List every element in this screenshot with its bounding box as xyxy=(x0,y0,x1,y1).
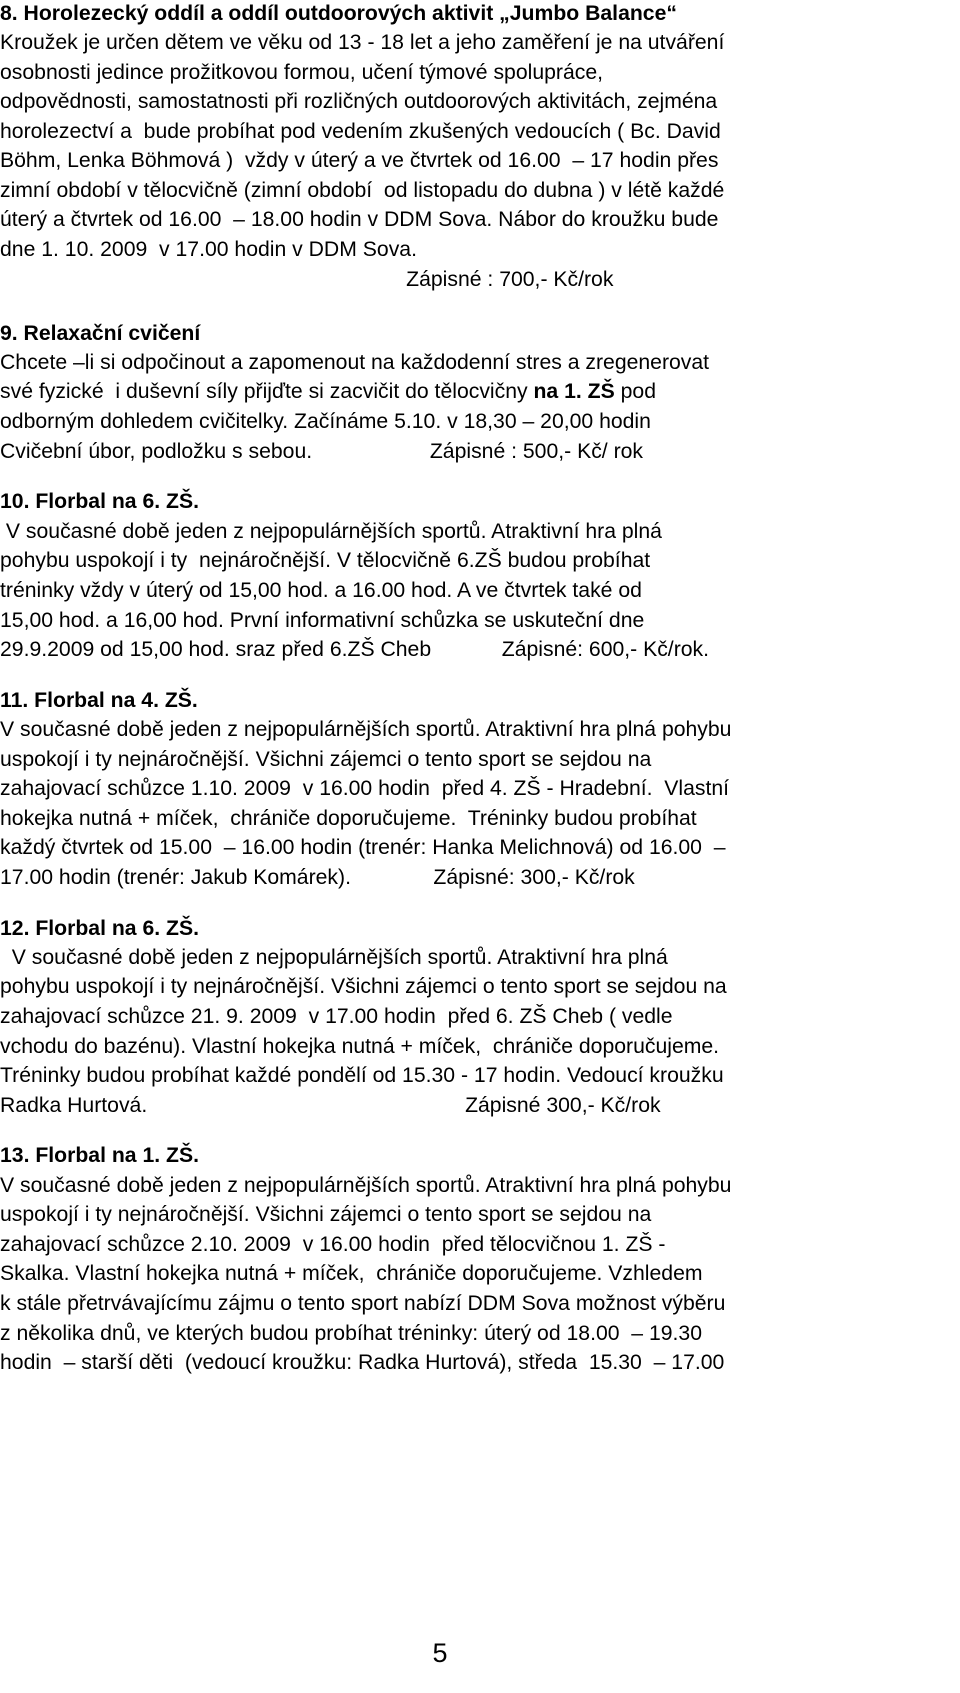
text-line xyxy=(0,178,724,204)
text-line xyxy=(0,1063,724,1089)
text: Zápisné : 700,- Kč/rok xyxy=(0,268,614,291)
text: osobnosti jedince prožitkovou formou, učení týmové spolupráce, xyxy=(0,61,603,84)
text: hokejka nutná + míček, chrániče doporučujeme. Tréninky budou probíhat xyxy=(0,807,697,830)
text-line xyxy=(0,350,709,376)
text: Cvičební úbor, podložku s sebou. Zápisné : 500,- Kč/ rok xyxy=(0,440,644,463)
section-heading xyxy=(0,688,198,714)
text-line xyxy=(0,409,651,435)
bold-text: 8. Horolezecký oddíl a oddíl outdoorových aktivit „Jumbo Balance“ xyxy=(0,2,677,25)
text-line xyxy=(0,1321,702,1347)
text: dne 1. 10. 2009 v 17.00 hodin v DDM Sova. xyxy=(0,238,417,261)
text-line xyxy=(0,945,668,971)
text-line xyxy=(0,1004,673,1030)
text: 17.00 hodin (trenér: Jakub Komárek). Zápisné: 300,- Kč/rok xyxy=(0,866,635,889)
page-number: 5 xyxy=(432,1638,448,1668)
bold-text: 9. Relaxační cvičení xyxy=(0,322,201,345)
text: zahajovací schůzce 21. 9. 2009 v 17.00 hodin před 6. ZŠ Cheb ( vedle xyxy=(0,1005,673,1028)
section-heading xyxy=(0,1,677,27)
text-line xyxy=(0,1291,725,1317)
text: pod xyxy=(614,380,656,403)
text-line xyxy=(0,865,635,891)
text: odpovědnosti, samostatnosti při rozličných outdoorových aktivitách, zejména xyxy=(0,90,718,113)
text: V současné době jeden z nejpopulárnějších sportů. Atraktivní hra plná xyxy=(0,946,668,969)
text: Kroužek je určen dětem ve věku od 13 - 18 let a jeho zaměření je na utváření xyxy=(0,31,725,54)
bold-text: 13. Florbal na 1. ZŠ. xyxy=(0,1144,199,1167)
text-line xyxy=(0,379,656,405)
text-line xyxy=(0,1173,731,1199)
text-line xyxy=(0,207,718,233)
text-line xyxy=(0,1232,665,1258)
text-line xyxy=(0,1350,724,1376)
text-line xyxy=(0,60,603,86)
text-line xyxy=(0,637,709,663)
text: zahajovací schůzce 2.10. 2009 v 16.00 hodin před tělocvičnou 1. ZŠ - xyxy=(0,1233,666,1256)
section-heading xyxy=(0,489,199,515)
bold-text: 10. Florbal na 6. ZŠ. xyxy=(0,490,199,513)
text: 29.9.2009 od 15,00 hod. sraz před 6.ZŠ Cheb Zápisné: 600,- Kč/rok. xyxy=(0,638,710,661)
text: k stále přetrvávajícímu zájmu o tento sport nabízí DDM Sova možnost výběru xyxy=(0,1292,726,1315)
text-line xyxy=(0,1034,719,1060)
text-line xyxy=(0,30,724,56)
text-line xyxy=(0,608,644,634)
text: Böhm, Lenka Böhmová ) vždy v úterý a ve čtvrtek od 16.00 – 17 hodin přes xyxy=(0,149,719,172)
text-line xyxy=(0,237,417,263)
text-line xyxy=(0,835,726,861)
section-heading xyxy=(0,1143,199,1169)
text-line xyxy=(0,519,662,545)
text: V současné době jeden z nejpopulárnějších sportů. Atraktivní hra plná xyxy=(0,520,662,543)
text: úterý a čtvrtek od 16.00 – 18.00 hodin v DDM Sova. Nábor do kroužku bude xyxy=(0,208,719,231)
text-line xyxy=(0,1202,651,1228)
section-heading xyxy=(0,321,200,347)
text: uspokojí i ty nejnáročnější. Všichni zájemci o tento sport se sejdou na xyxy=(0,748,652,771)
text-line xyxy=(0,1093,661,1119)
text: V současné době jeden z nejpopulárnějších sportů. Atraktivní hra plná pohybu xyxy=(0,1174,732,1197)
text: Radka Hurtová. Zápisné 300,- Kč/rok xyxy=(0,1094,661,1117)
section-heading xyxy=(0,916,199,942)
text: zahajovací schůzce 1.10. 2009 v 16.00 hodin před 4. ZŠ - Hradební. Vlastní xyxy=(0,777,730,800)
text: z několika dnů, ve kterých budou probíhat tréninky: úterý od 18.00 – 19.30 xyxy=(0,1322,702,1345)
text: zimní období v tělocvičně (zimní období od listopadu do dubna ) v létě každé xyxy=(0,179,725,202)
text-line xyxy=(0,148,718,174)
text-line xyxy=(0,267,613,293)
text: Tréninky budou probíhat každé pondělí od 15.30 - 17 hodin. Vedoucí kroužku xyxy=(0,1064,724,1087)
text-line xyxy=(0,974,727,1000)
text: pohybu uspokojí i ty nejnáročnější. V tělocvičně 6.ZŠ budou probíhat xyxy=(0,549,651,572)
text-line xyxy=(0,548,650,574)
text: tréninky vždy v úterý od 15,00 hod. a 16.00 hod. A ve čtvrtek také od xyxy=(0,579,642,602)
text-line xyxy=(0,806,697,832)
text: pohybu uspokojí i ty nejnáročnější. Všichni zájemci o tento sport se sejdou na xyxy=(0,975,727,998)
text: Chcete –li si odpočinout a zapomenout na každodenní stres a zregenerovat xyxy=(0,351,710,374)
text-line xyxy=(0,439,643,465)
text: V současné době jeden z nejpopulárnějších sportů. Atraktivní hra plná pohybu xyxy=(0,718,732,741)
text-line xyxy=(0,717,731,743)
text-line xyxy=(0,1261,703,1287)
text-line xyxy=(0,776,729,802)
text-line xyxy=(0,89,717,115)
text-line xyxy=(0,119,721,145)
text: uspokojí i ty nejnáročnější. Všichni zájemci o tento sport se sejdou na xyxy=(0,1203,652,1226)
text-line xyxy=(0,747,651,773)
text: horolezectví a bude probíhat pod vedením zkušených vedoucích ( Bc. David xyxy=(0,120,721,143)
text: odborným dohledem cvičitelky. Začínáme 5.10. v 18,30 – 20,00 hodin xyxy=(0,410,651,433)
text-line xyxy=(0,578,642,604)
text: hodin – starší děti (vedoucí kroužku: Radka Hurtová), středa 15.30 – 17.00 xyxy=(0,1351,725,1374)
bold-text: 11. Florbal na 4. ZŠ. xyxy=(0,689,198,712)
text: své fyzické i duševní síly přijďte si zacvičit do tělocvičny xyxy=(0,380,534,403)
text: 15,00 hod. a 16,00 hod. První informativní schůzka se uskuteční dne xyxy=(0,609,645,632)
bold-text: na 1. ZŠ xyxy=(533,380,615,403)
bold-text: 12. Florbal na 6. ZŠ. xyxy=(0,917,199,940)
text: Skalka. Vlastní hokejka nutná + míček, chrániče doporučujeme. Vzhledem xyxy=(0,1262,703,1285)
text: každý čtvrtek od 15.00 – 16.00 hodin (trenér: Hanka Melichnová) od 16.00 – xyxy=(0,836,726,859)
text: vchodu do bazénu). Vlastní hokejka nutná + míček, chrániče doporučujeme. xyxy=(0,1035,720,1058)
